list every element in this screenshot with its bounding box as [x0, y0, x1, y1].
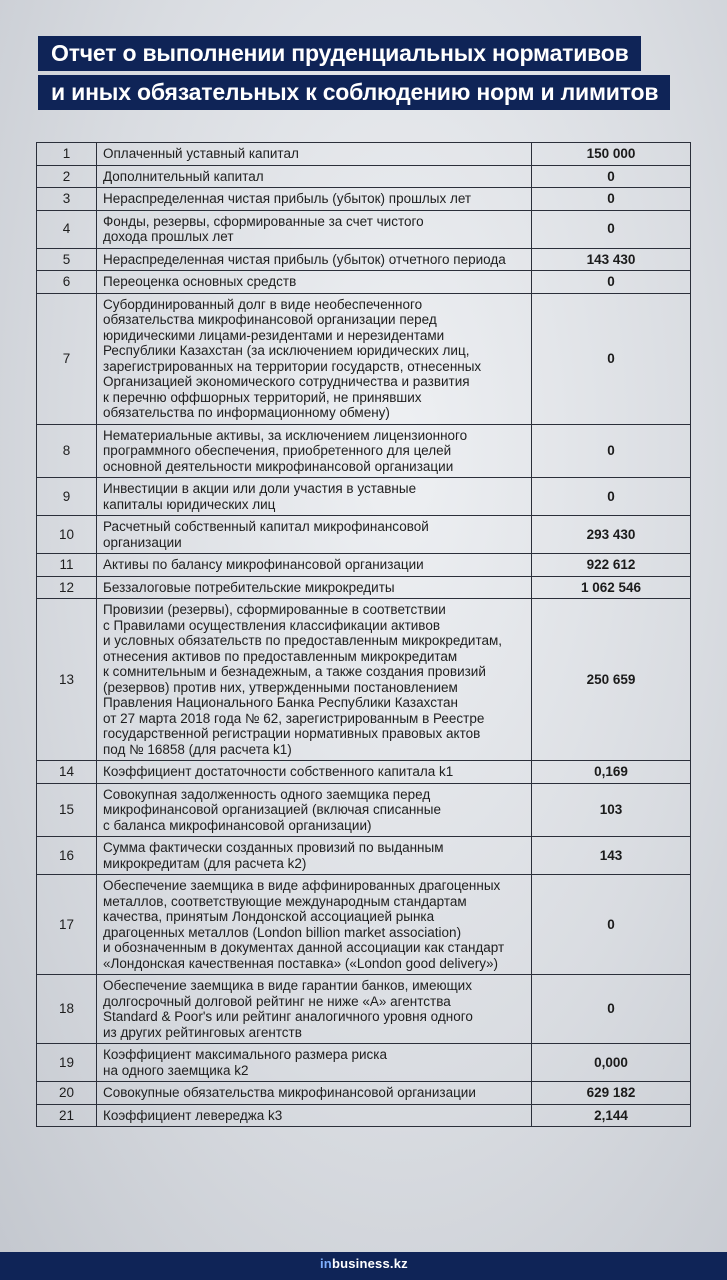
row-value: 1 062 546	[532, 576, 691, 599]
table-row	[37, 599, 691, 761]
title-line-2: и иных обязательных к соблюдению норм и лимитов	[38, 75, 670, 110]
row-value: 0	[532, 424, 691, 478]
row-indicator: Обеспечение заемщика в виде аффинированных драгоценных металлов, соответствующие международным стандартам качества, принятым Лондонской ассоциацией рынка драгоценных металлов (London billion market association) и обозначенным в документах данной ассоциации как стандарт «Лондонская качественная поставка» («London good delivery»)	[97, 875, 532, 975]
row-indicator: Провизии (резервы), сформированные в соответствии с Правилами осуществления классификации активов и условных обязательств по предоставленным микрокредитам, отнесения активов по предоставленным микрокредитам к сомнительным и безнадежным, а также создания провизий (резервов) против них, утвержденными постановлением Правления Национального Банка Республики Казахстан от 27 марта 2018 года № 62, зарегистрированным в Реестре государственной регистрации нормативных правовых актов под № 16858 (для расчета k1)	[97, 599, 532, 761]
row-value: 922 612	[532, 554, 691, 577]
table-row	[37, 271, 691, 294]
row-number: 7	[37, 293, 97, 424]
table-row	[37, 516, 691, 554]
row-indicator: Субординированный долг в виде необеспеченного обязательства микрофинансовой организации перед юридическими лицами-резидентами и нерезидентами Республики Казахстан (за исключением юридических лиц, зарегистрированных на территории государств, отнесенных Организацией экономического сотрудничества и развития к перечню оффшорных территорий, не принявших обязательства по информационному обмену)	[97, 293, 532, 424]
row-indicator: Нематериальные активы, за исключением лицензионного программного обеспечения, приобретенного для целей основной деятельности микрофинансовой организации	[97, 424, 532, 478]
table-row	[37, 248, 691, 271]
row-indicator: Совокупная задолженность одного заемщика перед микрофинансовой организацией (включая списанные с баланса микрофинансовой организации)	[97, 783, 532, 837]
row-number: 15	[37, 783, 97, 837]
row-number: 6	[37, 271, 97, 294]
table-row	[37, 165, 691, 188]
table-row	[37, 576, 691, 599]
row-value: 629 182	[532, 1082, 691, 1105]
row-value: 0	[532, 293, 691, 424]
footer-bar	[0, 1252, 727, 1280]
row-value: 293 430	[532, 516, 691, 554]
row-number: 2	[37, 165, 97, 188]
table-row	[37, 143, 691, 166]
row-indicator: Расчетный собственный капитал микрофинансовой организации	[97, 516, 532, 554]
table-row	[37, 1044, 691, 1082]
table-row	[37, 293, 691, 424]
row-value: 143 430	[532, 248, 691, 271]
table-row	[37, 424, 691, 478]
logo-prefix: in	[320, 1256, 332, 1271]
row-number: 20	[37, 1082, 97, 1105]
row-number: 1	[37, 143, 97, 166]
row-number: 19	[37, 1044, 97, 1082]
row-number: 12	[37, 576, 97, 599]
row-value: 2,144	[532, 1104, 691, 1127]
row-indicator: Коэффициент левереджа k3	[97, 1104, 532, 1127]
row-value: 0	[532, 875, 691, 975]
table-row	[37, 1104, 691, 1127]
row-indicator: Переоценка основных средств	[97, 271, 532, 294]
report-table-body	[37, 143, 691, 1127]
row-number: 17	[37, 875, 97, 975]
row-number: 11	[37, 554, 97, 577]
table-row	[37, 554, 691, 577]
row-indicator: Беззалоговые потребительские микрокредиты	[97, 576, 532, 599]
row-indicator: Инвестиции в акции или доли участия в уставные капиталы юридических лиц	[97, 478, 532, 516]
table-row	[37, 1082, 691, 1105]
row-number: 16	[37, 837, 97, 875]
row-number: 18	[37, 975, 97, 1044]
row-value: 0	[532, 975, 691, 1044]
row-number: 13	[37, 599, 97, 761]
row-indicator: Коэффициент достаточности собственного капитала k1	[97, 761, 532, 784]
row-indicator: Нераспределенная чистая прибыль (убыток) отчетного периода	[97, 248, 532, 271]
row-number: 3	[37, 188, 97, 211]
row-value: 103	[532, 783, 691, 837]
row-indicator: Фонды, резервы, сформированные за счет чистого дохода прошлых лет	[97, 210, 532, 248]
inbusiness-logo	[320, 1256, 408, 1271]
table-row	[37, 837, 691, 875]
row-indicator: Активы по балансу микрофинансовой организации	[97, 554, 532, 577]
row-indicator: Сумма фактически созданных провизий по выданным микрокредитам (для расчета k2)	[97, 837, 532, 875]
row-indicator: Оплаченный уставный капитал	[97, 143, 532, 166]
row-value: 143	[532, 837, 691, 875]
row-number: 14	[37, 761, 97, 784]
row-value: 250 659	[532, 599, 691, 761]
row-number: 8	[37, 424, 97, 478]
row-value: 0,169	[532, 761, 691, 784]
table-row	[37, 783, 691, 837]
row-value: 0	[532, 271, 691, 294]
row-number: 21	[37, 1104, 97, 1127]
table-row	[37, 761, 691, 784]
table-row	[37, 188, 691, 211]
row-indicator: Нераспределенная чистая прибыль (убыток) прошлых лет	[97, 188, 532, 211]
row-indicator: Коэффициент максимального размера риска на одного заемщика k2	[97, 1044, 532, 1082]
row-number: 10	[37, 516, 97, 554]
table-row	[37, 975, 691, 1044]
table-row	[37, 875, 691, 975]
row-indicator: Дополнительный капитал	[97, 165, 532, 188]
report-title	[38, 36, 670, 110]
logo-rest: business.kz	[331, 1256, 408, 1271]
row-number: 9	[37, 478, 97, 516]
row-indicator: Совокупные обязательства микрофинансовой организации	[97, 1082, 532, 1105]
row-value: 0,000	[532, 1044, 691, 1082]
row-value: 0	[532, 165, 691, 188]
row-value: 0	[532, 210, 691, 248]
row-value: 150 000	[532, 143, 691, 166]
title-line-1: Отчет о выполнении пруденциальных нормативов	[38, 36, 641, 71]
row-number: 5	[37, 248, 97, 271]
row-indicator: Обеспечение заемщика в виде гарантии банков, имеющих долгосрочный долговой рейтинг не ниже «А» агентства Standard & Poor's или рейтинг аналогичного уровня одного из других рейтинговых агентств	[97, 975, 532, 1044]
report-table	[36, 142, 691, 1127]
table-row	[37, 478, 691, 516]
table-row	[37, 210, 691, 248]
row-value: 0	[532, 478, 691, 516]
row-number: 4	[37, 210, 97, 248]
row-value: 0	[532, 188, 691, 211]
